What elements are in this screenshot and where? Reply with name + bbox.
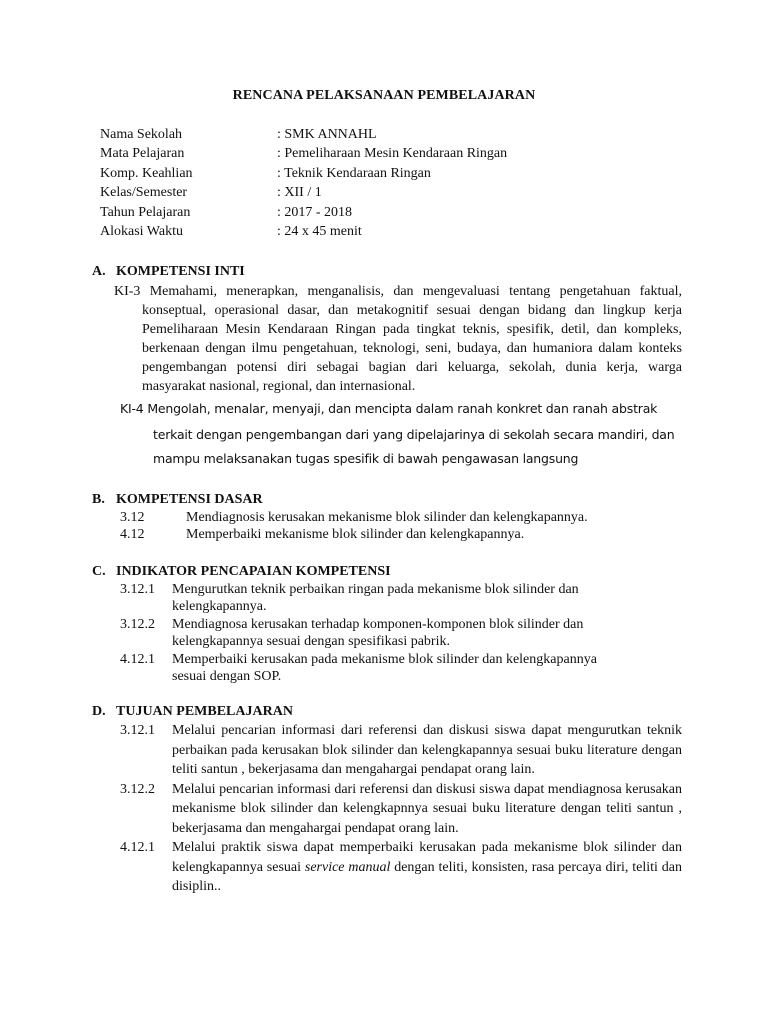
- ki-4-continuation: [120, 423, 682, 471]
- indicator-number: 3.12.1: [120, 582, 155, 597]
- indicator-line: kelengkapannya sesuai dengan spesifikasi pabrik.: [172, 634, 450, 649]
- section-heading: [92, 490, 682, 509]
- ki-3-paragraph: KI-3 Memahami, menerapkan, menganalisis, dan mengevaluasi tentang pengetahuan faktual, konseptual, operasional dasar, dan metakognitif sesuai dengan bidang dan lingkup kerja Pemeliharaan Mesin Kendaraan Ringan pada tingkat teknis, spesifik, detil, dan kompleks, berkenaan dengan ilmu pengetahuan, teknologi, seni, budaya, dan humaniora dalam konteks pengembangan potensi diri sebagai bagian dari keluarga, sekolah, dunia kerja, warga masyarakat nasional, regional, dan internasional.: [114, 284, 682, 394]
- indicator-line: Mengurutkan teknik perbaikan ringan pada mekanisme blok silinder dan: [172, 582, 579, 597]
- identity-value: : Teknik Kendaraan Ringan: [277, 165, 431, 181]
- identity-row: [100, 222, 700, 241]
- identity-value: : XII / 1: [277, 185, 322, 201]
- indicator-line: Memperbaiki kerusakan pada mekanisme blok silinder dan kelengkapannya: [172, 652, 597, 667]
- identity-row: [100, 125, 700, 144]
- document-title: RENCANA PELAKSANAAN PEMBELAJARAN: [232, 88, 536, 103]
- identity-label: Kelas/Semester: [100, 185, 188, 201]
- ki-4-line: KI-4 Mengolah, menalar, menyaji, dan mencipta dalam ranah konkret dan ranah abstrak: [120, 401, 658, 416]
- kd-item: [92, 526, 682, 543]
- objective-text: Melalui pencarian informasi dari referensi dan diskusi siswa dapat mengurutkan teknik perbaikan pada kerusakan blok silinder dan kelengkapannya sesuai buku literature dengan teliti santun , bekerjasama dan mengahargai pendapat orang lain.: [172, 723, 682, 777]
- indicator-item: [92, 581, 682, 615]
- kd-text: Memperbaiki mekanisme blok silinder dan kelengkapannya.: [186, 527, 525, 542]
- objective-item: [92, 838, 682, 897]
- objective-number: 3.12.1: [120, 723, 155, 738]
- identity-value: : SMK ANNAHL: [277, 127, 377, 142]
- indicator-item: [92, 651, 682, 685]
- objective-text-part: Melalui praktik siswa dapat memperbaiki kerusakan pada mekanisme blok silinder dan kelengkapannya sesuai: [172, 840, 682, 875]
- indicator-line: sesuai dengan SOP.: [172, 669, 282, 684]
- section-title: INDIKATOR PENCAPAIAN KOMPETENSI: [116, 564, 391, 579]
- identity-row: [100, 164, 700, 183]
- indicator-item: [92, 616, 682, 650]
- objective-text: [172, 838, 682, 897]
- identity-row: [100, 183, 700, 202]
- section-tujuan: [92, 702, 682, 897]
- kd-number: 3.12: [120, 510, 145, 525]
- section-letter: A.: [92, 264, 106, 279]
- indicator-number: 3.12.2: [120, 617, 155, 632]
- indicator-line: Mendiagnosa kerusakan terhadap komponen-komponen blok silinder dan: [172, 617, 584, 632]
- section-kompetensi-inti: [92, 262, 682, 471]
- kd-text: Mendiagnosis kerusakan mekanisme blok silinder dan kelengkapannya.: [186, 510, 588, 525]
- section-letter: B.: [92, 492, 105, 507]
- identity-value: : 2017 - 2018: [277, 204, 353, 220]
- identity-label: Alokasi Waktu: [100, 223, 183, 239]
- identity-label: Komp. Keahlian: [100, 165, 193, 181]
- indicator-text: [172, 651, 682, 685]
- section-title: KOMPETENSI INTI: [116, 264, 245, 279]
- kd-number: 4.12: [120, 527, 145, 542]
- identity-label: Nama Sekolah: [100, 127, 183, 142]
- ki-4-paragraph: [120, 399, 682, 471]
- objective-number: 3.12.2: [120, 781, 155, 797]
- section-kompetensi-dasar: [92, 490, 682, 543]
- identity-row: [100, 144, 700, 163]
- indicator-text: [172, 616, 682, 650]
- objective-item: [92, 780, 682, 839]
- objective-italic-term: service manual: [304, 859, 391, 875]
- section-indikator: [92, 562, 682, 686]
- identity-label: Mata Pelajaran: [100, 146, 185, 162]
- section-letter: D.: [92, 704, 106, 719]
- objective-number: 4.12.1: [120, 840, 155, 855]
- identity-table: [100, 125, 700, 241]
- ki-4-line: mampu melaksanakan tugas spesifik di bawah pengawasan langsung: [153, 451, 579, 466]
- identity-value: : 24 x 45 menit: [277, 223, 362, 239]
- section-heading: [92, 702, 682, 721]
- indicator-number: 4.12.1: [120, 652, 155, 667]
- section-heading: [92, 262, 682, 281]
- objective-text: Melalui pencarian informasi dari referensi dan diskusi siswa dapat mendiagnosa kerusakan mekanisme blok silinder dan kelengkapnnya sesuai buku literature dengan teliti santun , bekerjasama dan mengahargai pendapat orang lain.: [172, 781, 682, 836]
- objective-item: [92, 721, 682, 780]
- indicator-line: kelengkapannya.: [172, 599, 267, 614]
- identity-value: : Pemeliharaan Mesin Kendaraan Ringan: [277, 146, 508, 162]
- identity-label: Tahun Pelajaran: [100, 204, 191, 220]
- indicator-text: [172, 581, 682, 615]
- identity-row: [100, 203, 700, 222]
- ki-4-line: terkait dengan pengembangan dari yang dipelajarinya di sekolah secara mandiri, dan: [153, 427, 675, 442]
- section-title: KOMPETENSI DASAR: [116, 492, 263, 507]
- kd-item: [92, 509, 682, 526]
- section-letter: C.: [92, 564, 106, 579]
- section-title: TUJUAN PEMBELAJARAN: [116, 704, 293, 719]
- objective-text-part: dengan teliti, konsisten, rasa percaya diri, teliti dan disiplin..: [172, 859, 682, 894]
- section-heading: [92, 562, 682, 581]
